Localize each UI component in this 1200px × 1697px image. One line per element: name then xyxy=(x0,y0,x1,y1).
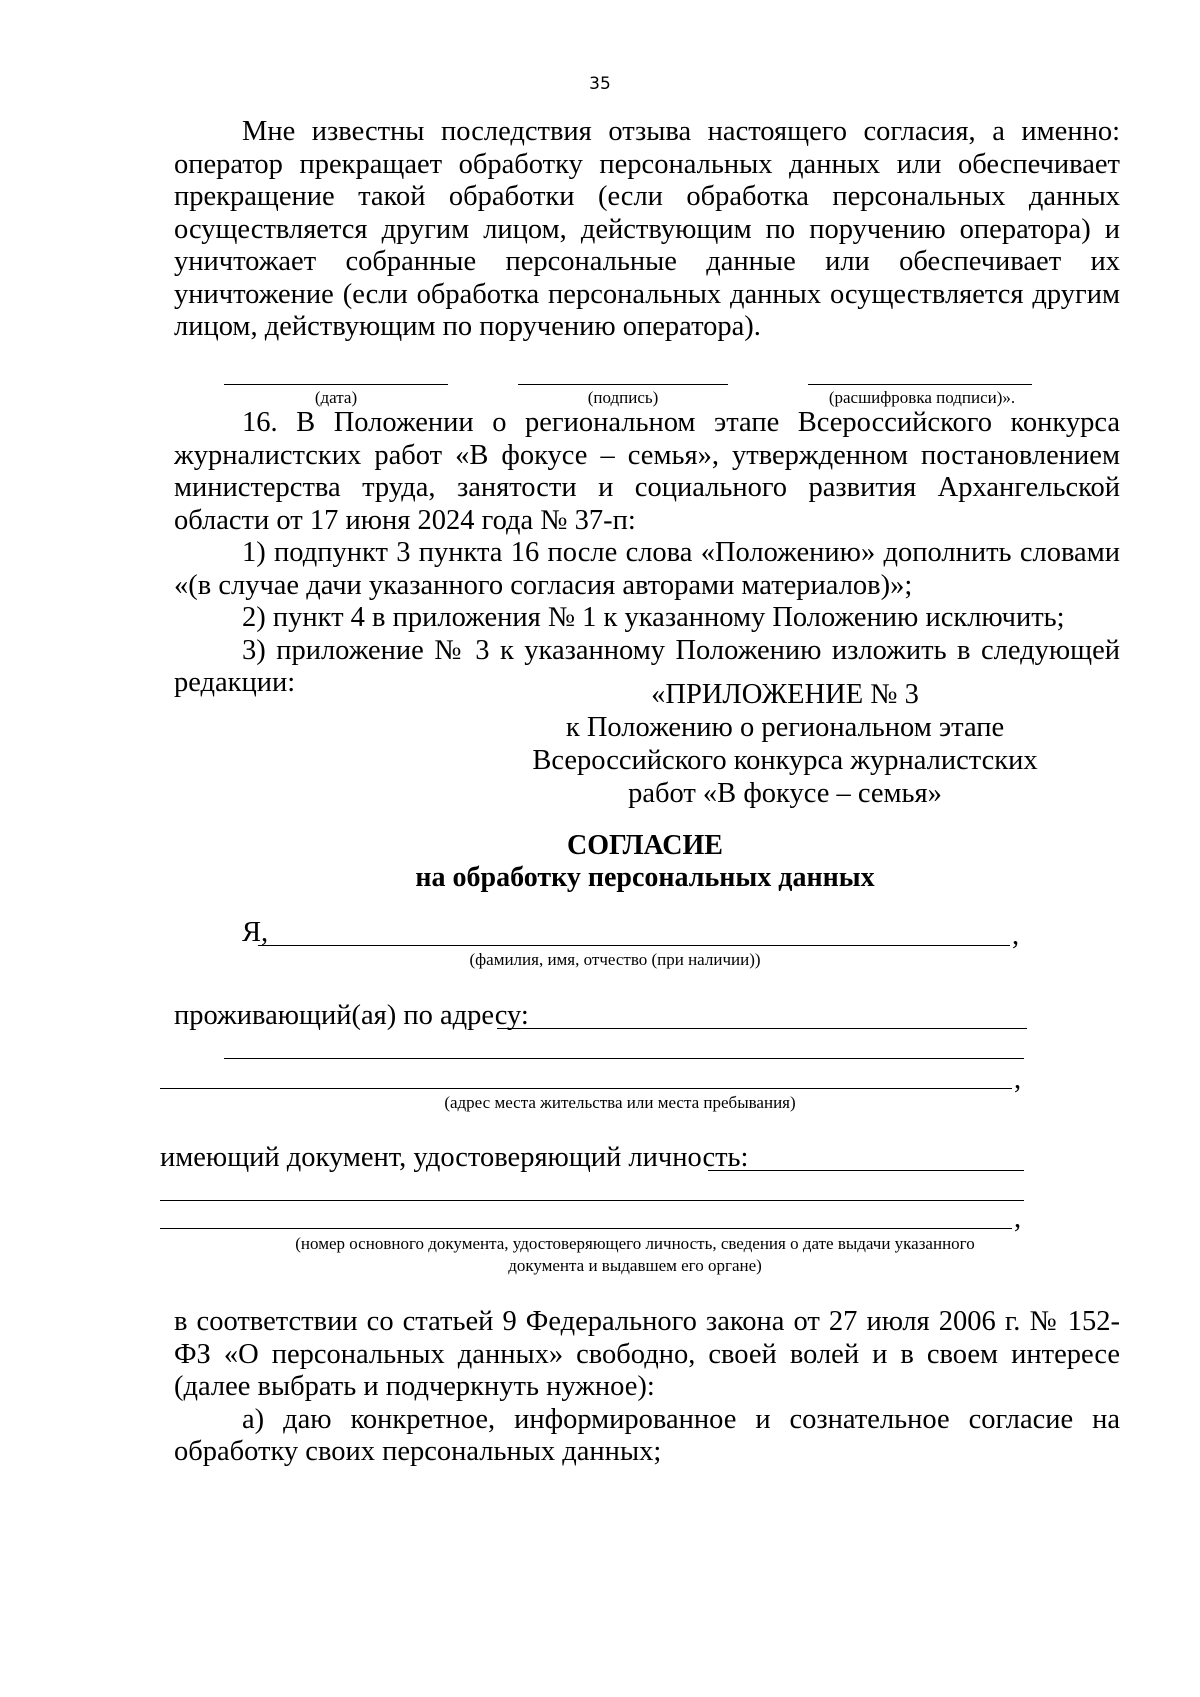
appendix-line-1: «ПРИЛОЖЕНИЕ № 3 xyxy=(651,679,919,710)
consent-subtitle: на обработку персональных данных xyxy=(415,862,875,893)
intro-section xyxy=(174,116,1120,344)
doc-line-2[interactable] xyxy=(160,1200,1024,1201)
address-line-3[interactable] xyxy=(160,1088,1012,1089)
address-line-2[interactable] xyxy=(224,1058,1024,1059)
decoding-line xyxy=(808,384,1032,385)
closing-section xyxy=(174,1306,1120,1469)
fio-comma: , xyxy=(1012,920,1020,951)
fio-line[interactable] xyxy=(258,945,1010,946)
appendix-line-4: работ «В фокусе – семья» xyxy=(628,778,942,809)
doc-caption-2: документа и выдавшем его органе) xyxy=(508,1256,762,1275)
signature-caption: (подпись) xyxy=(587,388,659,407)
subitem-3: 3) приложение № 3 к указанному Положению изложить в следующей редакции: xyxy=(174,634,1120,698)
intro-paragraph: Мне известны последствия отзыва настоящего согласия, а именно: оператор прекращает обработку персональных данных или обеспечивает прекращение такой обработки (если обработка персональных данных осуществляется другим лицом, действующим по поручению оператора) и уничтожает собранные персональные данные или обеспечивает их уничтожение (если обработка персональных данных осуществляется другим лицом, действующим по поручению оператора). xyxy=(174,116,1120,342)
appendix-header xyxy=(520,678,1050,810)
closing-paragraph: в соответствии со статьей 9 Федерального закона от 27 июля 2006 г. № 152-ФЗ «О персональных данных» свободно, своей волей и в своем интересе (далее выбрать и подчеркнуть нужное): xyxy=(174,1306,1120,1402)
fio-caption: (фамилия, имя, отчество (при наличии)) xyxy=(469,950,761,969)
doc-caption-1: (номер основного документа, удостоверяющего личность, сведения о дате выдачи указанного xyxy=(295,1234,975,1253)
date-line xyxy=(224,384,448,385)
subitem-2: 2) пункт 4 в приложения № 1 к указанному Положению исключить; xyxy=(242,602,1065,633)
doc-label: имеющий документ, удостоверяющий личность: xyxy=(160,1142,749,1173)
address-label: проживающий(ая) по адресу: xyxy=(174,1000,529,1031)
address-caption: (адрес места жительства или места пребывания) xyxy=(444,1093,796,1112)
item16-paragraph: 16. В Положении о региональном этапе Всероссийского конкурса журналистских работ «В фокусе – семья», утвержденном постановлением министерства труда, занятости и социального развития Архангельской области от 17 июня 2024 года № 37-п: xyxy=(174,407,1120,536)
doc-line-1[interactable] xyxy=(708,1170,1024,1171)
subitem-1: 1) подпункт 3 пункта 16 после слова «Положению» дополнить словами «(в случае дачи указанного согласия авторами материалов)»; xyxy=(174,537,1120,601)
doc-line-3[interactable] xyxy=(160,1228,1012,1229)
date-caption: (дата) xyxy=(314,388,358,407)
signature-line xyxy=(518,384,728,385)
appendix-line-3: Всероссийского конкурса журналистских xyxy=(532,745,1038,776)
doc-comma: , xyxy=(1014,1203,1022,1234)
appendix-line-2: к Положению о региональном этапе xyxy=(565,712,1005,743)
item16-section xyxy=(174,407,1120,700)
decoding-caption: (расшифровка подписи)». xyxy=(828,388,1016,407)
page-number: 35 xyxy=(589,74,611,94)
address-line-1[interactable] xyxy=(497,1028,1027,1029)
i-label: Я, xyxy=(242,917,269,948)
address-comma: , xyxy=(1014,1064,1022,1095)
consent-title: СОГЛАСИЕ xyxy=(567,830,723,861)
option-a: а) даю конкретное, информированное и сознательное согласие на обработку своих персональных данных; xyxy=(174,1403,1120,1467)
